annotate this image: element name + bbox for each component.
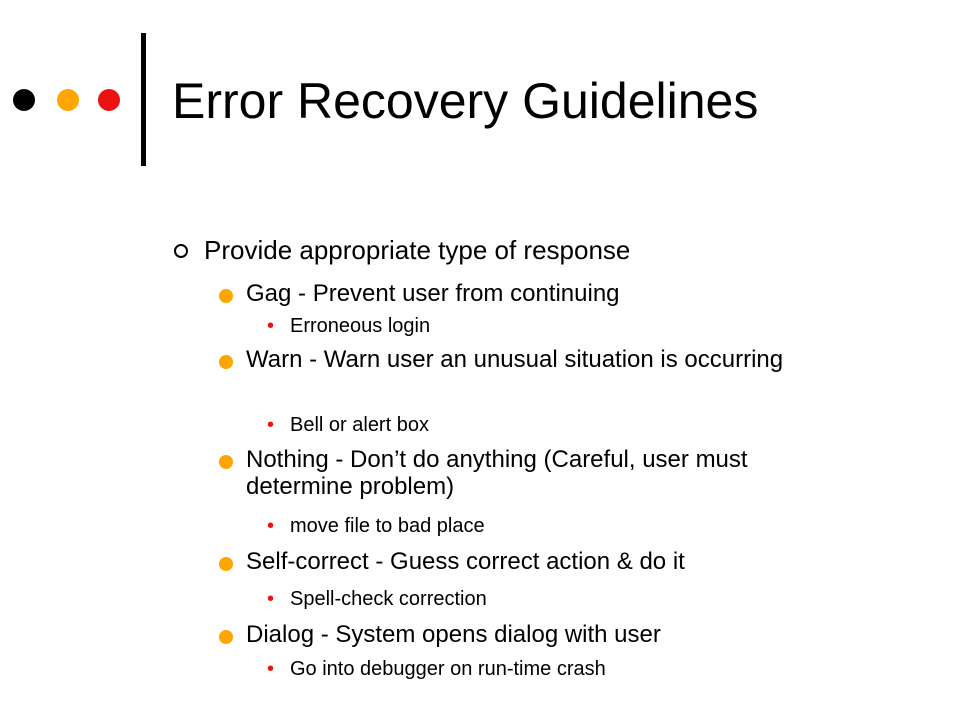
- red-sub-bullet-icon: •: [267, 515, 275, 537]
- sub-item-nothing: move file to bad place: [290, 515, 485, 537]
- hollow-circle-bullet-icon: [174, 244, 188, 258]
- red-sub-bullet-icon: •: [267, 414, 275, 436]
- slide-title: Error Recovery Guidelines: [172, 73, 759, 129]
- list-item-warn: Warn - Warn user an unusual situation is occurring: [246, 346, 784, 373]
- orange-bullet-icon: [219, 630, 233, 644]
- orange-bullet-icon: [219, 289, 233, 303]
- sub-item-dialog: Go into debugger on run-time crash: [290, 658, 606, 680]
- sub-item-warn: Bell or alert box: [290, 414, 429, 436]
- list-item-dialog: Dialog - System opens dialog with user: [246, 621, 661, 648]
- red-sub-bullet-icon: •: [267, 315, 275, 337]
- list-item-gag: Gag - Prevent user from continuing: [246, 280, 620, 307]
- list-item-self-correct: Self-correct - Guess correct action & do it: [246, 548, 685, 575]
- sub-item-gag: Erroneous login: [290, 315, 431, 337]
- red-sub-bullet-icon: •: [267, 588, 275, 610]
- level1-bullet-text: Provide appropriate type of response: [204, 235, 631, 265]
- orange-dot-icon: [57, 89, 79, 111]
- red-sub-bullet-icon: •: [267, 658, 275, 680]
- title-divider-bar: [141, 33, 146, 166]
- black-dot-icon: [13, 89, 35, 111]
- red-dot-icon: [98, 89, 120, 111]
- list-item-nothing: Nothing - Don’t do anything (Careful, user must determine problem): [246, 446, 748, 500]
- sub-item-self-correct: Spell-check correction: [290, 588, 487, 610]
- orange-bullet-icon: [219, 355, 233, 369]
- orange-bullet-icon: [219, 557, 233, 571]
- orange-bullet-icon: [219, 455, 233, 469]
